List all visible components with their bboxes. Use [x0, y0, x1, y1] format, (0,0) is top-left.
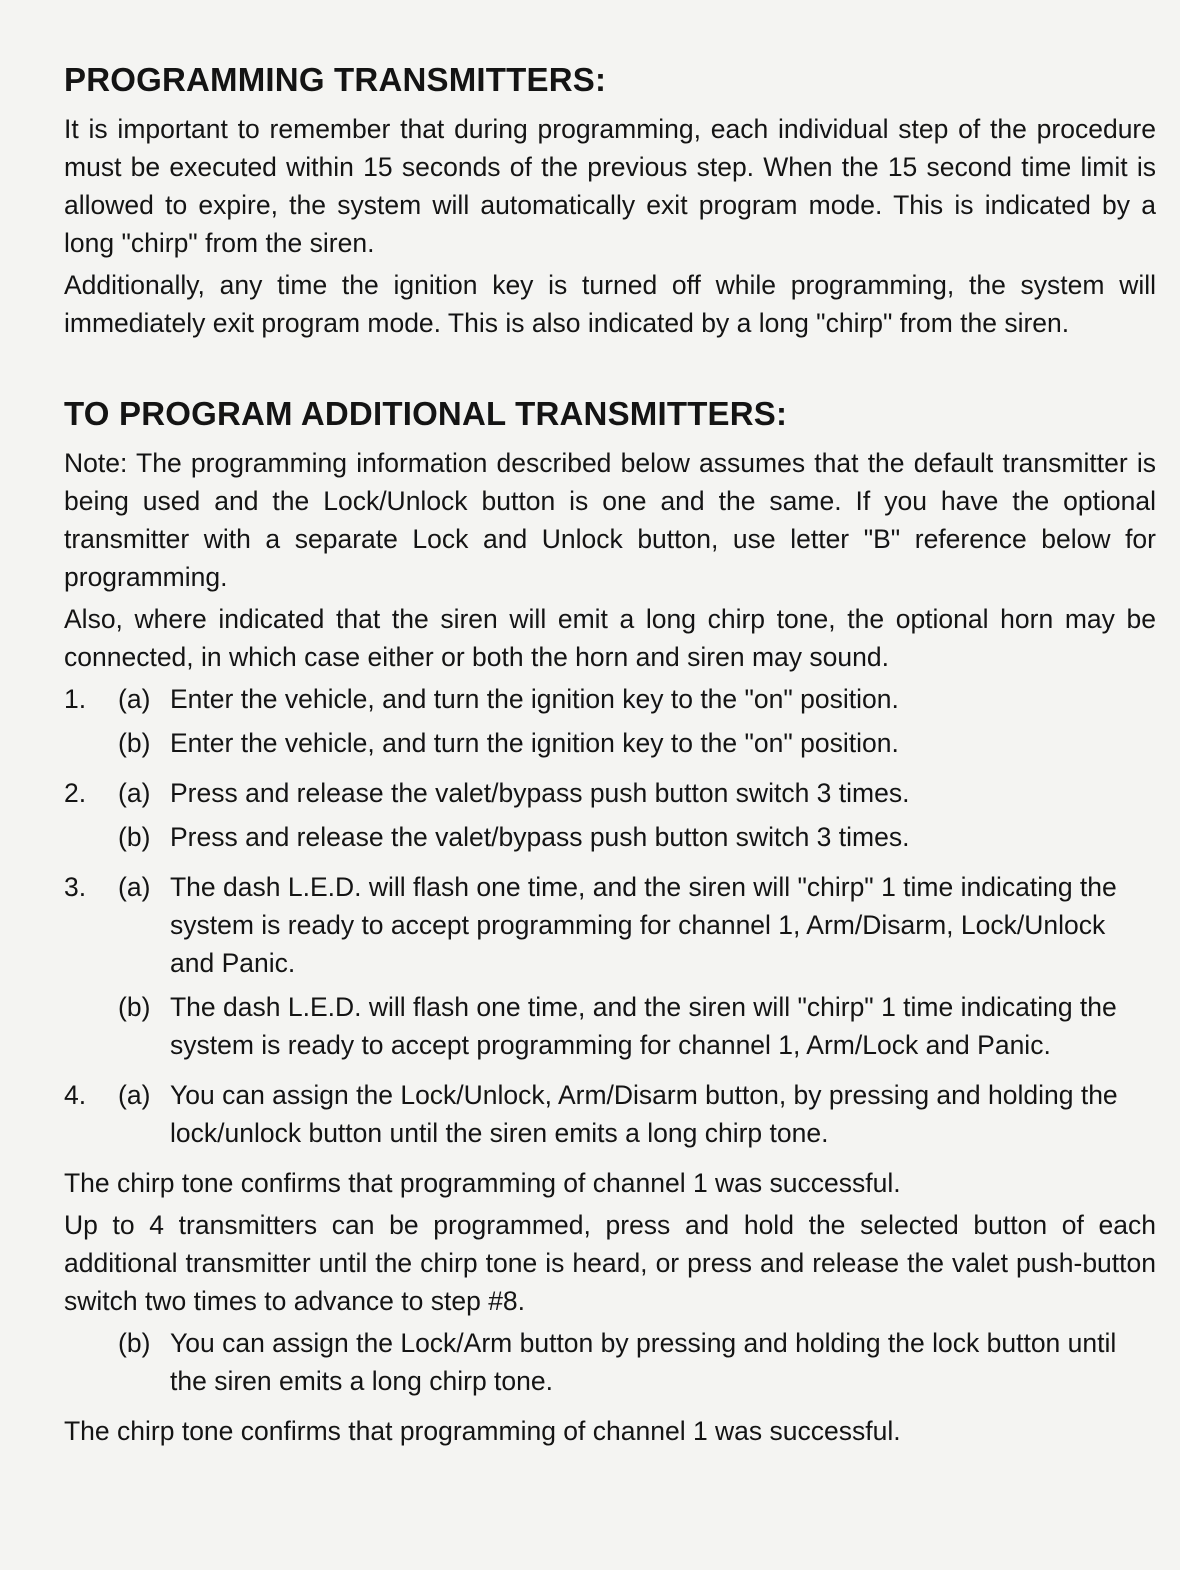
sub-step-text: The dash L.E.D. will flash one time, and the siren will "chirp" 1 time indicating the system is ready to accept programming for channel 1, Arm/Disarm, Lock/Unlock and Panic. [170, 872, 1117, 978]
sub-step-label: (b) [118, 728, 151, 758]
sub-step-b [118, 724, 1156, 762]
step-body [118, 680, 1156, 768]
sub-step-label: (b) [118, 992, 151, 1022]
sub-step-b [118, 988, 1156, 1064]
section-additional-transmitters [64, 394, 1156, 1450]
sub-step-text: Press and release the valet/bypass push button switch 3 times. [170, 822, 910, 852]
sub-step-b [118, 1324, 1156, 1400]
sub-step-a [118, 1076, 1156, 1152]
sub-step-label: (a) [118, 1080, 151, 1110]
paragraph-horn-note: Also, where indicated that the siren will emit a long chirp tone, the optional horn may be connected, in which case either or both the horn and siren may sound. [64, 604, 1156, 672]
step-4-b [118, 1324, 1156, 1406]
sub-step-text: Enter the vehicle, and turn the ignition key to the "on" position. [170, 728, 899, 758]
step-3 [64, 868, 1156, 1070]
sub-step-a [118, 774, 1156, 812]
sub-step-label: (b) [118, 1328, 151, 1358]
step-body [118, 1076, 1156, 1158]
sub-step-a [118, 680, 1156, 718]
paragraph-additional-transmitters: Up to 4 transmitters can be programmed, press and hold the selected button of each additional transmitter until the chirp tone is heard, or press and release the valet push-button switch two times to advance to step #8. [64, 1210, 1156, 1316]
step-1 [64, 680, 1156, 768]
paragraph-default-transmitter-note: Note: The programming information described below assumes that the default transmitter is being used and the Lock/Unlock button is one and the same. If you have the optional transmitter with a separate Lock and Unlock button, use letter "B" reference below for programming. [64, 448, 1156, 592]
step-number: 2. [64, 778, 87, 808]
sub-step-label: (b) [118, 822, 151, 852]
sub-step-b [118, 818, 1156, 856]
section-heading-programming-transmitters: PROGRAMMING TRANSMITTERS: [64, 61, 607, 98]
sub-step-label: (a) [118, 684, 151, 714]
step-body [118, 1324, 1156, 1406]
sub-step-label: (a) [118, 872, 151, 902]
sub-step-text: Enter the vehicle, and turn the ignition key to the "on" position. [170, 684, 899, 714]
paragraph-ignition-note: Additionally, any time the ignition key is turned off while programming, the system will immediately exit program mode. This is also indicated by a long "chirp" from the siren. [64, 270, 1156, 338]
step-number: 3. [64, 872, 87, 902]
step-number: 4. [64, 1080, 87, 1110]
sub-step-text: The dash L.E.D. will flash one time, and the siren will "chirp" 1 time indicating the system is ready to accept programming for channel 1, Arm/Lock and Panic. [170, 992, 1117, 1060]
step-number: 1. [64, 684, 87, 714]
paragraph-timing-note: It is important to remember that during programming, each individual step of the procedure must be executed within 15 seconds of the previous step. When the 15 second time limit is allowed to expire, the system will automatically exit program mode. This is indicated by a long "chirp" from the siren. [64, 114, 1156, 258]
sub-step-text: You can assign the Lock/Unlock, Arm/Disarm button, by pressing and holding the lock/unlock button until the siren emits a long chirp tone. [170, 1080, 1118, 1148]
paragraph-channel-confirmation: The chirp tone confirms that programming of channel 1 was successful. [64, 1168, 901, 1198]
section-heading-additional-transmitters: TO PROGRAM ADDITIONAL TRANSMITTERS: [64, 395, 788, 432]
paragraph-channel-confirmation-final: The chirp tone confirms that programming of channel 1 was successful. [64, 1416, 901, 1446]
sub-step-label: (a) [118, 778, 151, 808]
step-4 [64, 1076, 1156, 1158]
sub-step-text: Press and release the valet/bypass push button switch 3 times. [170, 778, 910, 808]
step-body [118, 868, 1156, 1070]
sub-step-a [118, 868, 1156, 982]
sub-step-text: You can assign the Lock/Arm button by pressing and holding the lock button until the siren emits a long chirp tone. [170, 1328, 1117, 1396]
step-body [118, 774, 1156, 862]
step-2 [64, 774, 1156, 862]
